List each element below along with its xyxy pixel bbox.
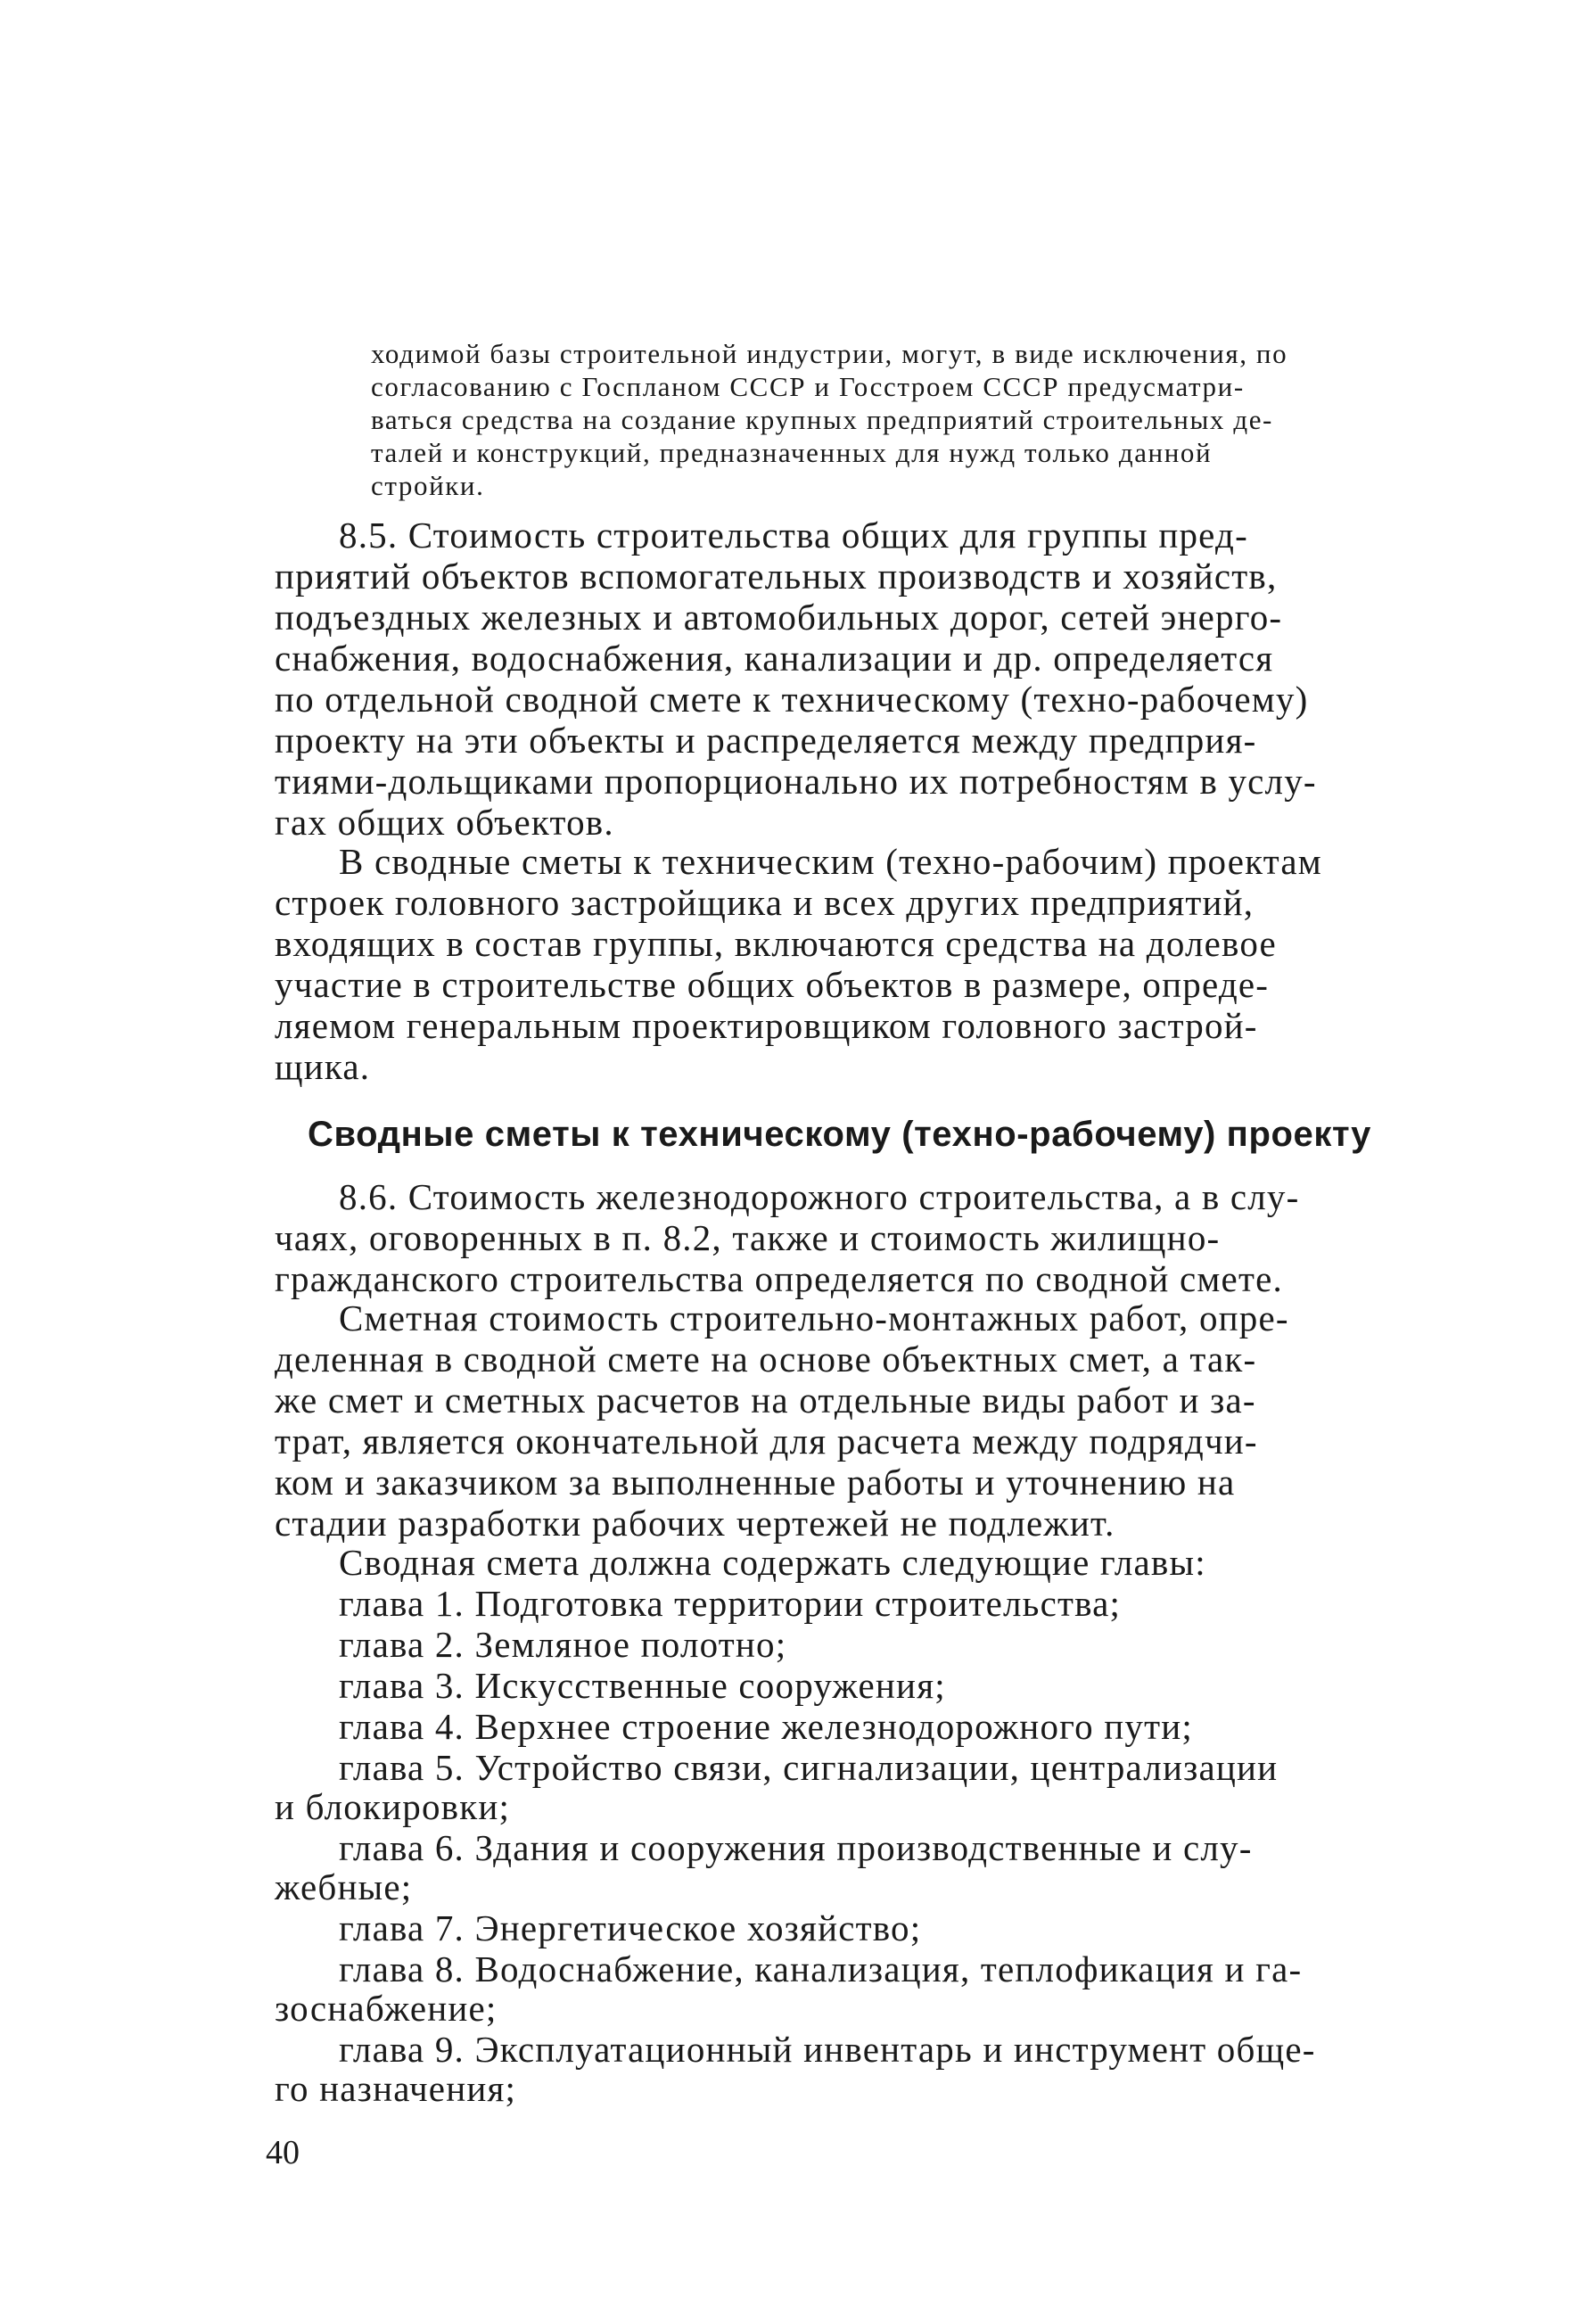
section-8-6-cont-line: стадии разработки рабочих чертежей не подлежит. xyxy=(275,1503,1115,1544)
section-8-5-line: снабжения, водоснабжения, канализации и др. определяется xyxy=(275,638,1274,679)
section-8-5-line: гах общих объектов. xyxy=(275,802,614,843)
section-8-5-cont-line: ляемом генеральным проектировщиком головного застрой- xyxy=(275,1005,1258,1046)
chapter-item: глава 2. Земляное полотно; xyxy=(339,1624,787,1665)
chapters-intro: Сводная смета должна содержать следующие главы: xyxy=(339,1542,1206,1583)
section-heading: Сводные сметы к техническому (техно-рабочему) проекту xyxy=(308,1115,1372,1154)
chapter-item-cont: и блокировки; xyxy=(275,1786,511,1827)
section-8-5-cont-line: строек головного застройщика и всех других предприятий, xyxy=(275,882,1255,923)
section-8-5-line: проекту на эти объекты и распределяется между предприя- xyxy=(275,720,1257,761)
intro-line: талей и конструкций, предназначенных для нужд только данной xyxy=(371,437,1213,468)
chapter-item: глава 3. Искусственные сооружения; xyxy=(339,1665,946,1706)
chapter-item: глава 4. Верхнее строение железнодорожного пути; xyxy=(339,1706,1193,1747)
section-8-5-line: приятий объектов вспомогательных производств и хозяйств, xyxy=(275,556,1278,597)
intro-line: стройки. xyxy=(371,470,485,501)
intro-line: ваться средства на создание крупных предприятий строительных де- xyxy=(371,404,1273,435)
chapter-item: глава 5. Устройство связи, сигнализации, централизации xyxy=(339,1747,1279,1788)
section-8-6-cont-line: трат, является окончательной для расчета между подрядчи- xyxy=(275,1421,1258,1462)
chapter-item-cont: го назначения; xyxy=(275,2068,517,2109)
chapter-item: глава 8. Водоснабжение, канализация, теплофикация и га- xyxy=(339,1948,1303,1989)
chapter-item-cont: жебные; xyxy=(275,1866,413,1907)
intro-line: ходимой базы строительной индустрии, могут, в виде исключения, по xyxy=(371,338,1288,369)
intro-line: согласованию с Госпланом СССР и Госстроем СССР предусматри- xyxy=(371,371,1245,402)
section-8-6-line: 8.6. Стоимость железнодорожного строительства, а в слу- xyxy=(339,1176,1300,1217)
chapter-item: глава 7. Энергетическое хозяйство; xyxy=(339,1907,922,1948)
section-8-5-cont-line: входящих в состав группы, включаются средства на долевое xyxy=(275,923,1277,964)
chapter-item-cont: зоснабжение; xyxy=(275,1988,498,2029)
section-8-6-line: чаях, оговоренных в п. 8.2, также и стоимость жилищно- xyxy=(275,1217,1221,1258)
section-8-5-cont-line: В сводные сметы к техническим (техно-рабочим) проектам xyxy=(339,841,1322,882)
chapter-item: глава 9. Эксплуатационный инвентарь и инструмент обще- xyxy=(339,2029,1316,2070)
section-8-5-cont-line: щика. xyxy=(275,1046,371,1087)
section-8-5-cont-line: участие в строительстве общих объектов в размере, опреде- xyxy=(275,964,1270,1005)
section-8-6-cont-line: деленная в сводной смете на основе объектных смет, а так- xyxy=(275,1339,1257,1380)
section-8-6-line: гражданского строительства определяется по сводной смете. xyxy=(275,1258,1283,1299)
section-8-5-line: по отдельной сводной смете к техническому (техно-рабочему) xyxy=(275,679,1309,720)
section-8-5-line: 8.5. Стоимость строительства общих для группы пред- xyxy=(339,515,1248,556)
section-8-6-cont-line: же смет и сметных расчетов на отдельные виды работ и за- xyxy=(275,1380,1256,1421)
section-8-5-line: тиями-дольщиками пропорционально их потребностям в услу- xyxy=(275,761,1317,802)
section-8-5-line: подъездных железных и автомобильных дорог, сетей энерго- xyxy=(275,597,1283,638)
page-number: 40 xyxy=(266,2134,300,2171)
chapter-item: глава 1. Подготовка территории строительства; xyxy=(339,1583,1122,1624)
section-8-6-cont-line: Сметная стоимость строительно-монтажных работ, опре- xyxy=(339,1297,1289,1339)
chapter-item: глава 6. Здания и сооружения производственные и слу- xyxy=(339,1827,1253,1868)
section-8-6-cont-line: ком и заказчиком за выполненные работы и уточнению на xyxy=(275,1462,1236,1503)
